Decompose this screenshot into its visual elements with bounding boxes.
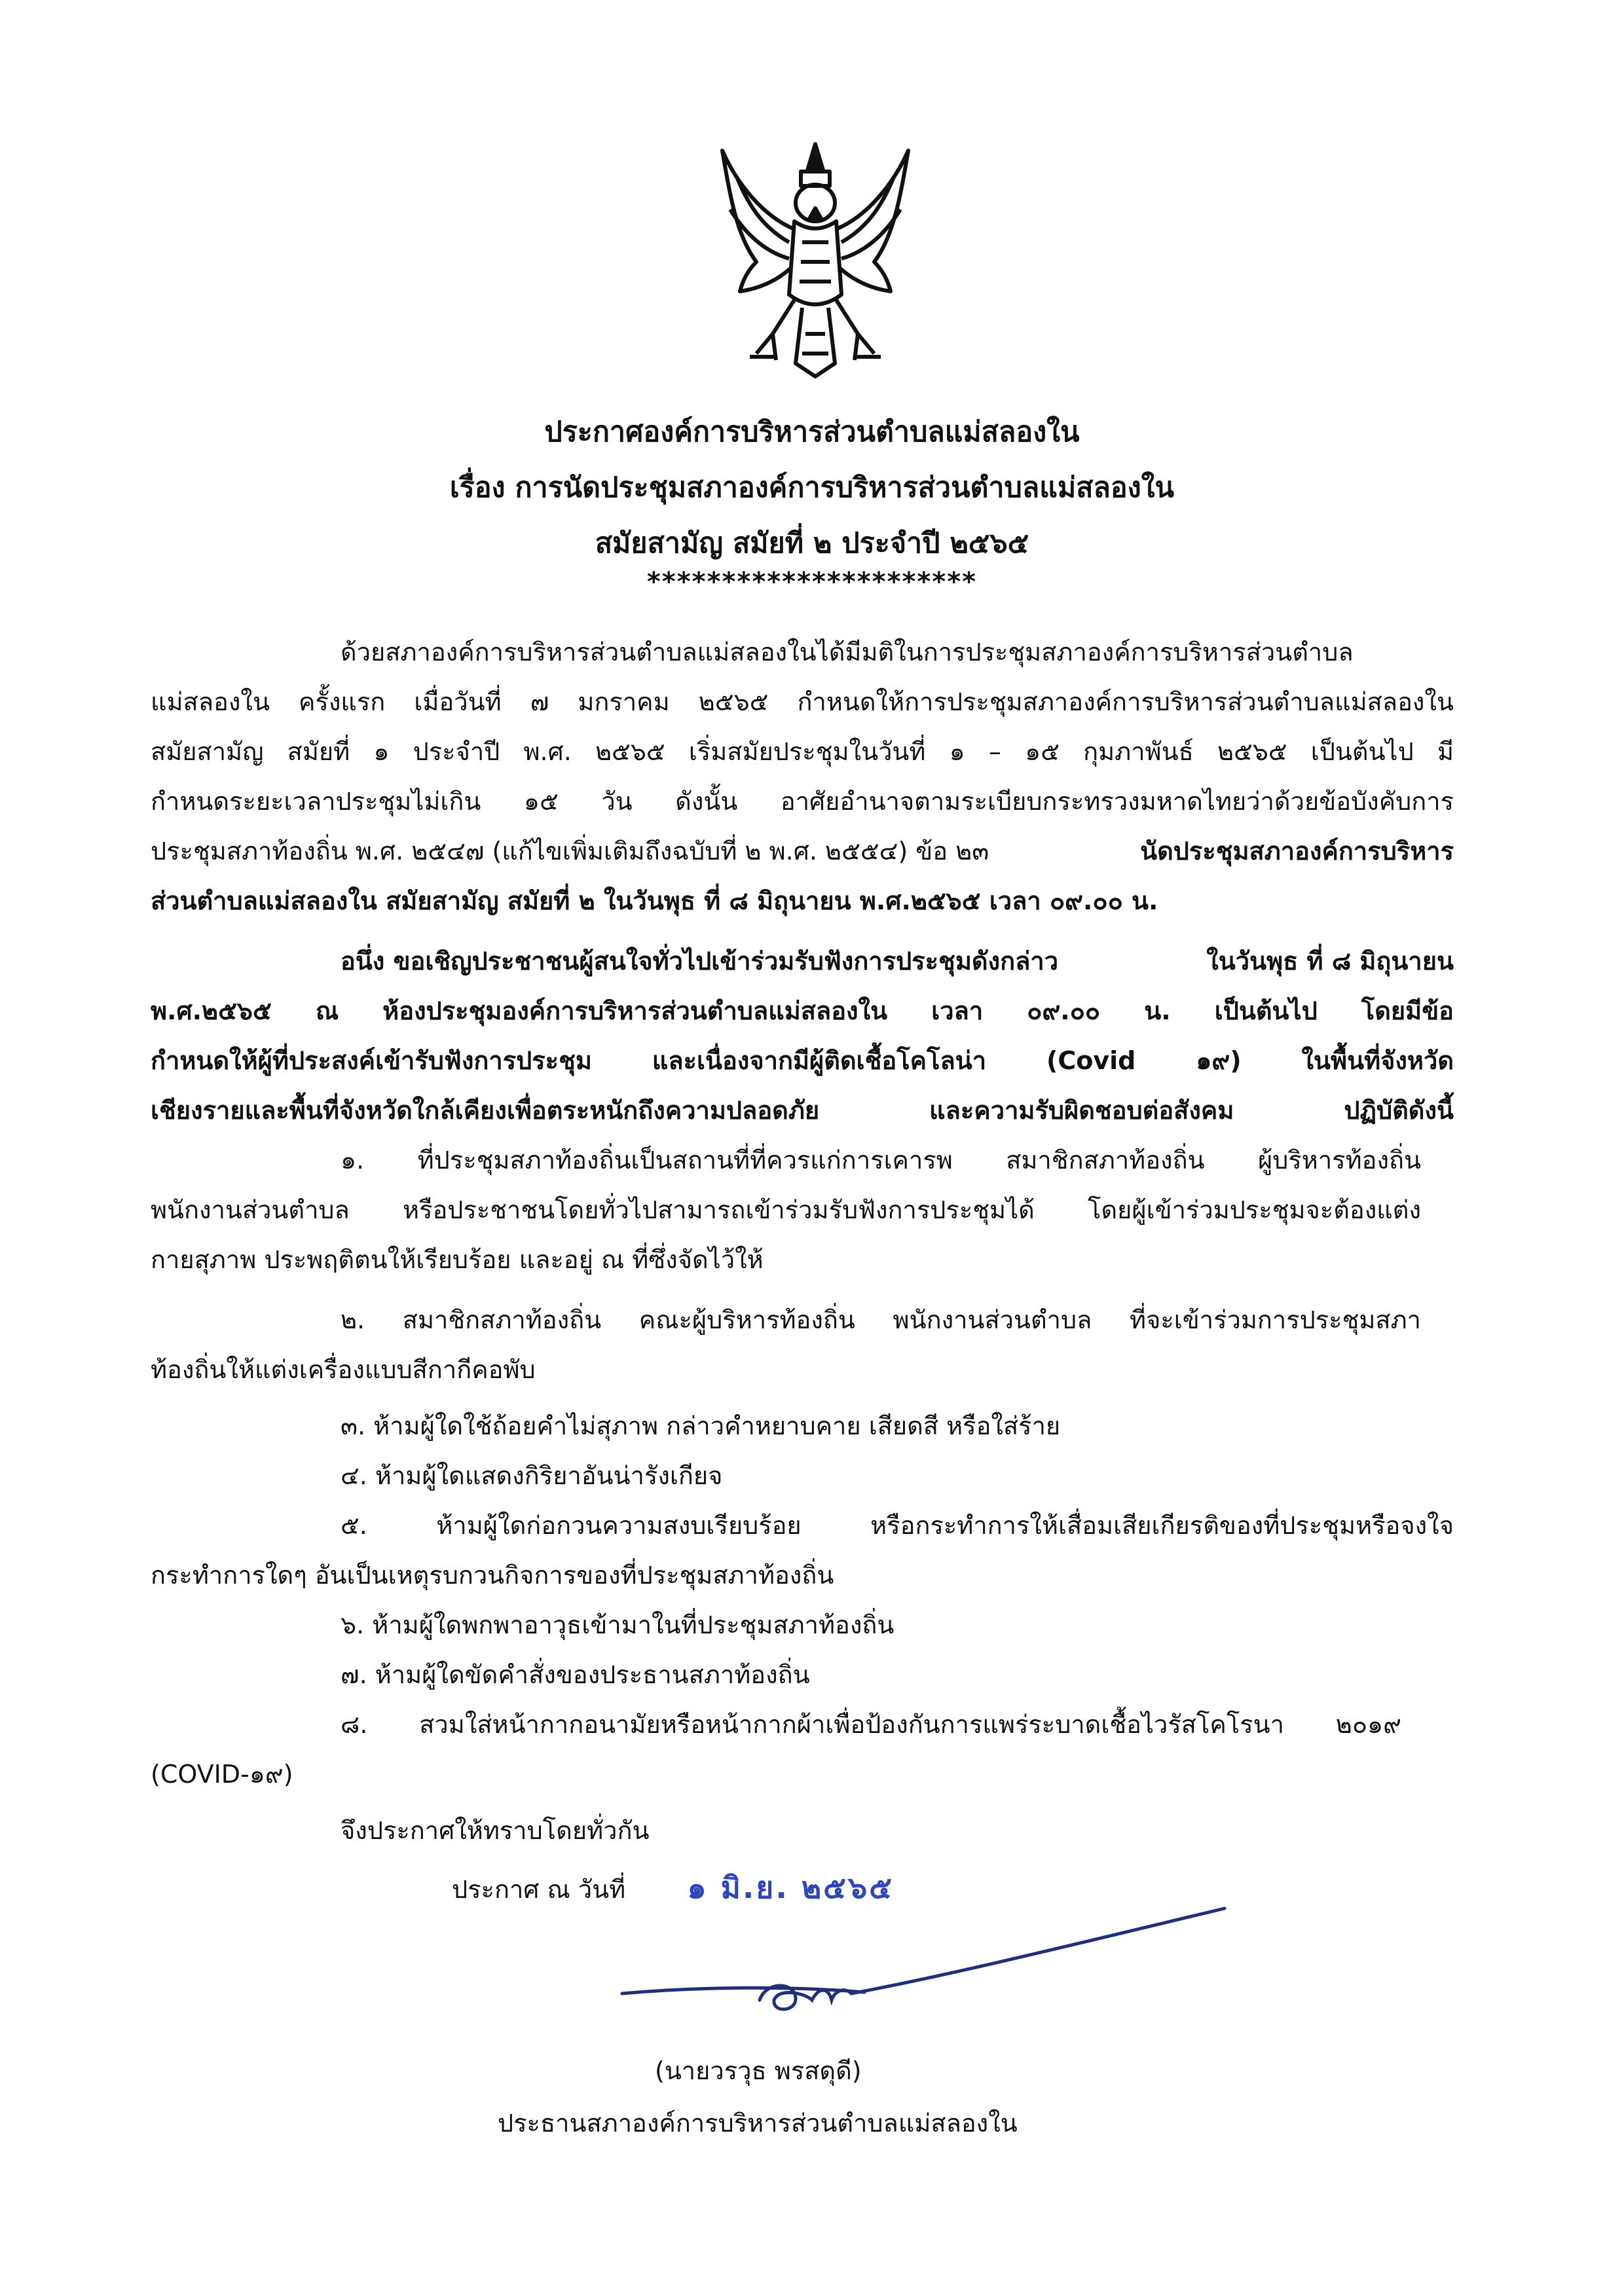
rule-item: ๗. ห้ามผู้ใดขัดคำสั่งของประธานสภาท้องถิ่น xyxy=(341,1660,810,1689)
paragraph-line-bold: ส่วนตำบลแม่สลองใน สมัยสามัญ สมัยที่ ๒ ในวันพุธ ที่ ๘ มิถุนายน พ.ศ.๒๕๖๕ เวลา ๐๙.๐๐ น. xyxy=(151,886,1158,915)
rule-item: ๕. ห้ามผู้ใดก่อกวนความสงบเรียบร้อย หรือกระทำการให้เสื่อมเสียเกียรติของที่ประชุมหรือจงใจ xyxy=(341,1511,1454,1540)
paragraph-line-bold: กำหนดให้ผู้ที่ประสงค์เข้ารับฟังการประชุม และเนื่องจากมีผู้ติดเชื้อโคโลน่า (Covid ๑๙) ในพื้นที่จังหวัด xyxy=(151,1046,1454,1075)
signature-mark xyxy=(616,1895,1244,2033)
paragraph-line xyxy=(341,936,1454,986)
paragraph-text: ประชุมสภาท้องถิ่น พ.ศ. ๒๕๔๗ (แก้ไขเพิ่มเติมถึงฉบับที่ ๒ พ.ศ. ๒๕๕๔) ข้อ ๒๓ xyxy=(151,837,989,866)
paragraph-line xyxy=(151,826,1454,876)
paragraph-line: กำหนดระยะเวลาประชุมไม่เกิน ๑๕ วัน ดังนั้น อาศัยอำนาจตามระเบียบกระทรวงมหาดไทยว่าด้วยข้อบังคับการ xyxy=(151,787,1454,816)
paragraph-line: แม่สลองใน ครั้งแรก เมื่อวันที่ ๗ มกราคม ๒๕๖๕ กำหนดให้การประชุมสภาองค์การบริหารส่วนตำบลแม่สลองใน xyxy=(151,687,1454,716)
paragraph-text: อนึ่ง ขอเชิญประชาชนผู้สนใจทั่วไปเข้าร่วมรับฟังการประชุมดังกล่าว xyxy=(341,947,1059,975)
rule-item: ๔. ห้ามผู้ใดแสดงกิริยาอันน่ารังเกียจ xyxy=(341,1461,723,1490)
rule-item: ท้องถิ่นให้แต่งเครื่องแบบสีกากีคอพับ xyxy=(151,1355,536,1384)
paragraph-line-bold: เชียงรายและพื้นที่จังหวัดใกล้เคียงเพื่อตระหนักถึงความปลอดภัย และความรับผิดชอบต่อสังคม ปฏิบัติดังนี้ xyxy=(151,1096,1454,1125)
paragraph-text-bold: นัดประชุมสภาองค์การบริหาร xyxy=(1140,837,1454,866)
garuda-emblem-icon xyxy=(710,137,920,386)
rule-item: (COVID-๑๙) xyxy=(151,1760,293,1789)
signatory-title: ประธานสภาองค์การบริหารส่วนตำบลแม่สลองใน xyxy=(498,2109,1018,2138)
announcement-title: ประกาศองค์การบริหารส่วนตำบลแม่สลองใน xyxy=(544,416,1080,448)
closing-statement: จึงประกาศให้ทราบโดยทั่วกัน xyxy=(341,1816,650,1845)
rule-item: ๓. ห้ามผู้ใดใช้ถ้อยคำไม่สุภาพ กล่าวคำหยาบคาย เสียดสี หรือใส่ร้าย xyxy=(341,1412,1061,1440)
date-label: ประกาศ ณ วันที่ xyxy=(452,1875,626,1904)
date-stamp: ๑ มิ.ย. ๒๕๖๕ xyxy=(687,1870,894,1905)
paragraph-line-bold: พ.ศ.๒๕๖๕ ณ ห้องประชุมองค์การบริหารส่วนตำบลแม่สลองใน เวลา ๐๙.๐๐ น. เป็นต้นไป โดยมีข้อ xyxy=(151,996,1454,1025)
signatory-name: (นายวรวุธ พรสดุดี) xyxy=(655,2056,862,2085)
paragraph-line: ด้วยสภาองค์การบริหารส่วนตำบลแม่สลองในได้มีมติในการประชุมสภาองค์การบริหารส่วนตำบล xyxy=(341,638,1354,666)
rule-item: ๒. สมาชิกสภาท้องถิ่น คณะผู้บริหารท้องถิ่น พนักงานส่วนตำบล ที่จะเข้าร่วมการประชุมสภา xyxy=(341,1305,1421,1334)
rule-item: ๖. ห้ามผู้ใดพกพาอาวุธเข้ามาในที่ประชุมสภาท้องถิ่น xyxy=(341,1611,895,1639)
rule-item: กระทำการใดๆ อันเป็นเหตุรบกวนกิจการของที่ประชุมสภาท้องถิ่น xyxy=(151,1561,834,1590)
paragraph-text-bold: ในวันพุธ ที่ ๘ มิถุนายน xyxy=(1206,947,1454,975)
rule-item: ๑. ที่ประชุมสภาท้องถิ่นเป็นสถานที่ที่ควรแก่การเคารพ สมาชิกสภาท้องถิ่น ผู้บริหารท้องถิ่น xyxy=(341,1146,1421,1175)
announcement-session: สมัยสามัญ สมัยที่ ๒ ประจำปี ๒๕๖๕ xyxy=(595,527,1029,560)
separator-stars: ********************** xyxy=(646,567,978,597)
paragraph-line: สมัยสามัญ สมัยที่ ๑ ประจำปี พ.ศ. ๒๕๖๕ เริ่มสมัยประชุมในวันที่ ๑ – ๑๕ กุมภาพันธ์ ๒๕๖๕ เป็นต้นไป มี xyxy=(151,737,1454,766)
announcement-subject: เรื่อง การนัดประชุมสภาองค์การบริหารส่วนตำบลแม่สลองใน xyxy=(449,471,1175,504)
rule-item: กายสุภาพ ประพฤติตนให้เรียบร้อย และอยู่ ณ ที่ซึ่งจัดไว้ให้ xyxy=(151,1245,764,1274)
rule-item: ๘. สวมใส่หน้ากากอนามัยหรือหน้ากากผ้าเพื่อป้องกันการแพร่ระบาดเชื้อไวรัสโคโรนา ๒๐๑๙ xyxy=(341,1710,1401,1739)
rule-item: พนักงานส่วนตำบล หรือประชาชนโดยทั่วไปสามารถเข้าร่วมรับฟังการประชุมได้ โดยผู้เข้าร่วมประชุมจะต้องแต่ง xyxy=(151,1195,1421,1224)
